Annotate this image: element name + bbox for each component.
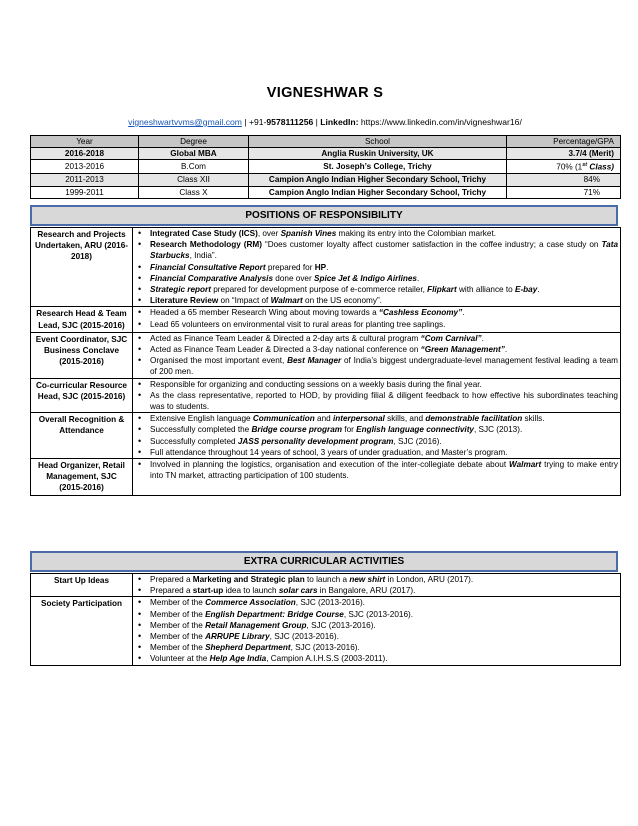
bullet-list	[133, 333, 620, 378]
item-text: Flipkart	[427, 285, 457, 295]
item-text: .	[462, 308, 465, 318]
col-header-year: Year	[31, 136, 139, 148]
item-text: Bridge course program	[251, 425, 343, 435]
item-text: Spanish Vines	[280, 229, 337, 238]
item-text: Commerce Association	[205, 598, 296, 608]
list-item	[133, 653, 620, 664]
position-row	[31, 378, 621, 413]
list-item	[133, 333, 620, 344]
activity-row	[31, 574, 621, 597]
position-details	[133, 307, 621, 332]
item-text: Acted as Finance Team Leader & Directed a 3-day national conference on	[150, 345, 421, 355]
position-details	[133, 378, 621, 413]
education-table	[30, 135, 621, 199]
item-text: on the US economy”.	[302, 296, 382, 306]
item-text: interpersonal	[332, 414, 385, 424]
item-text: prepared for development purpose of e-commerce retailer,	[210, 285, 428, 295]
linkedin-label: LinkedIn:	[320, 117, 359, 127]
item-text: .	[504, 345, 508, 355]
position-row	[31, 413, 621, 459]
item-text: and	[314, 414, 333, 424]
linkedin-url: https://www.linkedin.com/in/vigneshwar16/	[358, 117, 522, 127]
edu-school: Campion Anglo Indian Higher Secondary School, Trichy	[249, 186, 507, 198]
item-text: Best Manager	[287, 356, 342, 366]
item-text: Help Age India	[209, 654, 267, 664]
list-item	[133, 631, 620, 642]
item-text: Involved in planning the logistics, organisation and execution of the inter-collegiate debate about	[150, 460, 510, 470]
extra-curricular-table	[30, 573, 621, 666]
item-text: new shirt	[349, 575, 386, 584]
item-text: , SJC (2013-2016).	[343, 609, 414, 619]
item-text: , SJC (2013-2016).	[306, 620, 376, 630]
list-item	[133, 609, 620, 620]
item-text: Organised the most important event,	[150, 356, 288, 366]
list-item	[133, 344, 620, 355]
activity-label: Start Up Ideas	[31, 574, 133, 597]
item-text: Spice Jet & Indigo Airlines	[313, 273, 417, 283]
item-text: Prepared a	[150, 575, 193, 584]
list-item	[133, 307, 620, 318]
list-item	[133, 424, 620, 435]
item-text: , over	[257, 229, 281, 238]
item-text: idea to launch	[223, 586, 279, 596]
item-text: English language connectivity	[356, 425, 474, 435]
item-text: Marketing and Strategic plan	[192, 575, 305, 584]
section-header-positions: POSITIONS OF RESPONSIBILITY	[30, 205, 618, 226]
linkedin-separator: |	[313, 117, 321, 127]
item-text: Communication	[252, 414, 315, 424]
item-text: demonstrable facilitation	[425, 414, 523, 424]
item-text: trying to make entry into TN market, attracting participation of 100 students.	[150, 460, 619, 481]
item-text: Acted as Finance Team Leader & Directed a 2-day arts & cultural program	[150, 333, 421, 343]
position-details	[133, 413, 621, 459]
item-text: of India’s biggest undergraduate-level management festival leading a team of 200 men.	[150, 356, 618, 377]
item-text: on “Impact of	[218, 296, 271, 306]
list-item	[133, 620, 620, 631]
bullet-list	[133, 459, 620, 481]
list-item: • Responsible for organizing and conducting sessions on a weekly basis during the final year.	[133, 379, 620, 390]
edu-degree: Class X	[139, 186, 249, 198]
list-item: • Lead 65 volunteers on environmental visit to rural areas for planting tree saplings.	[133, 319, 620, 330]
item-text: Financial Consultative Report	[150, 262, 266, 272]
edu-score-superscript: st	[582, 162, 588, 169]
edu-degree: Global MBA	[139, 148, 249, 160]
item-text: Headed a 65 member Research Wing about moving towards a	[150, 308, 379, 318]
edu-year: 2013-2016	[31, 160, 139, 174]
item-text: E-bay	[514, 285, 538, 295]
edu-school: Campion Anglo Indian Higher Secondary School, Trichy	[249, 174, 507, 186]
edu-degree: Class XII	[139, 174, 249, 186]
list-item	[133, 228, 620, 239]
bullet-list	[133, 228, 620, 306]
list-item: • As the class representative, reported to HOD, by providing filial & diligent feedback to how effective his subordinates teaching was to students.	[133, 390, 620, 412]
bullet-list	[133, 307, 620, 329]
section-header-extra-curricular: EXTRA CURRICULAR ACTIVITIES	[30, 551, 618, 572]
item-text: Integrated Case Study (ICS)	[150, 229, 258, 238]
item-text: “Cashless Economy”	[378, 308, 463, 318]
candidate-name: VIGNESHWAR S	[266, 85, 384, 101]
edu-score: 84%	[507, 174, 621, 186]
item-text: prepared for	[265, 262, 315, 272]
item-text: with alliance to	[456, 285, 515, 295]
list-item	[133, 295, 620, 306]
item-text: Literature Review	[150, 296, 219, 306]
item-text: in London, ARU (2017).	[385, 575, 474, 584]
edu-school: St. Joseph’s College, Trichy	[249, 160, 507, 174]
item-text: Retail Management Group	[205, 620, 307, 630]
item-text: , SJC (2013-2016).	[295, 598, 365, 608]
item-text: .	[326, 262, 329, 272]
education-row	[31, 160, 621, 174]
item-text: in Bangalore, ARU (2017).	[317, 586, 416, 596]
phone-number: 9578111256	[266, 117, 314, 127]
col-header-percentage: Percentage/GPA	[507, 136, 621, 148]
item-text: solar cars	[278, 586, 318, 596]
item-text: “Com Carnival”	[420, 333, 482, 343]
item-text: , SJC (2016).	[393, 436, 442, 446]
item-text: .	[416, 273, 420, 283]
position-row	[31, 307, 621, 332]
position-label: Overall Recognition & Attendance	[31, 413, 133, 459]
list-item	[133, 284, 620, 295]
email-link[interactable]: vigneshwartvvms@gmail.com	[128, 117, 242, 127]
edu-year: 1999-2011	[31, 186, 139, 198]
item-text: , Campion A.I.H.S.S (2003-2011).	[266, 654, 388, 664]
list-item	[133, 413, 620, 424]
contact-line	[30, 117, 620, 127]
bullet-list	[133, 379, 620, 413]
item-text: Walmart	[270, 296, 303, 306]
item-text: Member of the	[150, 609, 206, 619]
list-item	[133, 585, 620, 596]
position-label: Event Coordinator, SJC Business Conclave (2015-2016)	[31, 332, 133, 378]
bullet-list	[133, 574, 620, 596]
item-text: Member of the	[150, 632, 206, 642]
position-details	[133, 332, 621, 378]
edu-degree: B.Com	[139, 160, 249, 174]
list-item	[133, 262, 620, 273]
item-text: , SJC (2013-2016).	[290, 643, 360, 653]
edu-school: Anglia Ruskin University, UK	[249, 148, 507, 160]
item-text: Prepared a	[150, 586, 193, 596]
item-text: Research Methodology (RM)	[150, 240, 262, 250]
list-item	[133, 459, 620, 481]
item-text: Strategic report	[150, 285, 211, 295]
list-item	[133, 273, 620, 284]
item-text: HP	[314, 262, 327, 272]
item-text: .	[481, 333, 484, 343]
position-label: Research and Projects Undertaken, ARU (2016-2018)	[31, 228, 133, 307]
activity-details	[133, 597, 621, 665]
position-row	[31, 228, 621, 307]
position-label: Research Head & Team Lead, SJC (2015-2016)	[31, 307, 133, 332]
item-text: Extensive English language	[150, 414, 253, 424]
item-text: Member of the	[150, 620, 206, 630]
item-text: to launch a	[304, 575, 350, 584]
edu-year: 2011-2013	[31, 174, 139, 186]
list-item	[133, 597, 620, 608]
education-row	[31, 186, 621, 198]
bullet-list	[133, 597, 620, 664]
position-label: Co-curricular Resource Head, SJC (2015-2016)	[31, 378, 133, 413]
item-text: Successfully completed	[150, 436, 238, 446]
list-item: • Full attendance throughout 14 years of school, 3 years of under graduation, and Master’s program.	[133, 447, 620, 458]
col-header-degree: Degree	[139, 136, 249, 148]
phone-prefix: | +91-	[241, 117, 267, 127]
item-text: JASS personality development program	[237, 436, 394, 446]
item-text: skills.	[522, 414, 545, 424]
item-text: ARRUPE Library	[205, 632, 270, 642]
item-text: “Green Management”	[420, 345, 505, 355]
positions-table	[30, 227, 621, 496]
item-text: for	[342, 425, 357, 435]
edu-year: 2016-2018	[31, 148, 139, 160]
list-item	[133, 574, 620, 585]
item-text: Successfully completed the	[150, 425, 252, 435]
edu-score-class: Class)	[587, 163, 614, 173]
edu-score-main: 70% (1	[556, 163, 583, 173]
item-text: Volunteer at the	[150, 654, 210, 664]
item-text: skills, and	[384, 414, 426, 424]
position-label: Head Organizer, Retail Management, SJC (2015-2016)	[31, 459, 133, 496]
item-text: Member of the	[150, 598, 206, 608]
item-text: Walmart	[509, 460, 542, 470]
item-text: , India”.	[189, 251, 217, 261]
activity-label: Society Participation	[31, 597, 133, 665]
edu-score: 3.7/4 (Merit)	[507, 148, 621, 160]
list-item	[133, 355, 620, 377]
position-details	[133, 459, 621, 496]
list-item	[133, 239, 620, 261]
list-item	[133, 642, 620, 653]
list-item	[133, 436, 620, 447]
item-text: Financial Comparative Analysis	[150, 273, 274, 283]
item-text: done over	[273, 273, 314, 283]
edu-score: 71%	[507, 186, 621, 198]
item-text: , SJC (2013-2016).	[269, 632, 339, 642]
position-row	[31, 459, 621, 496]
education-header-row	[31, 136, 621, 148]
item-text: making its entry into the Colombian market.	[336, 229, 496, 238]
bullet-list	[133, 413, 620, 458]
item-text: , SJC (2013).	[473, 425, 523, 435]
edu-score	[507, 160, 621, 174]
position-details	[133, 228, 621, 307]
item-text: English Department: Bridge Course	[205, 609, 344, 619]
item-text: .	[537, 285, 540, 295]
item-text: “Does customer loyalty affect customer satisfaction in the coffee industry; a case study on	[261, 240, 602, 250]
education-row	[31, 148, 621, 160]
item-text: Member of the	[150, 643, 206, 653]
activity-row	[31, 597, 621, 665]
item-text: Tata Starbucks	[150, 240, 618, 261]
item-text: Shepherd Department	[205, 643, 291, 653]
item-text: start-up	[192, 586, 224, 596]
position-row	[31, 332, 621, 378]
education-row	[31, 174, 621, 186]
activity-details	[133, 574, 621, 597]
col-header-school: School	[249, 136, 507, 148]
